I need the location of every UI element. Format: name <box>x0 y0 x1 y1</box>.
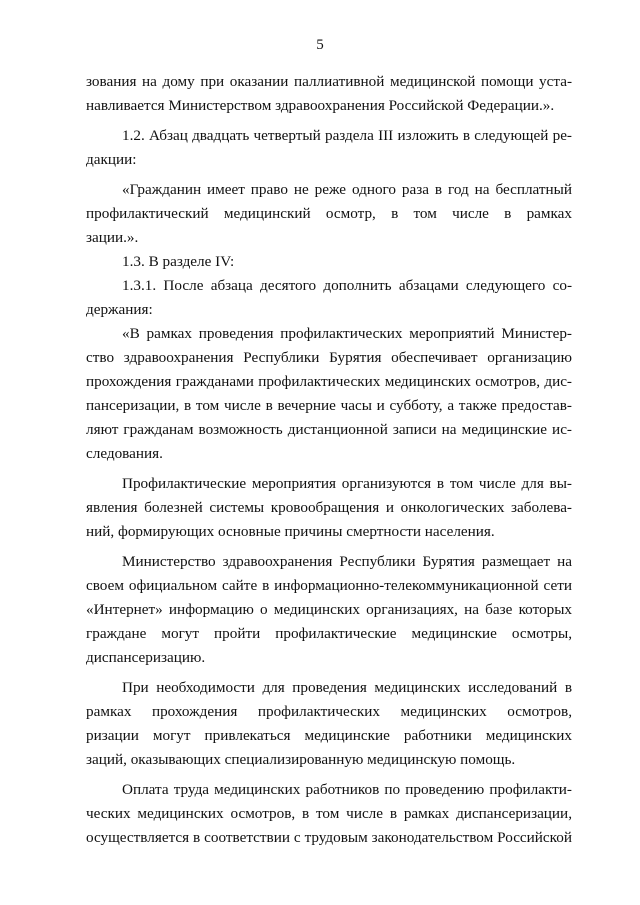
text-line: явления болезней системы кровообращения и онкологических заболева- <box>86 499 572 516</box>
text-line: Профилактические мероприятия организуются в том числе для вы- <box>122 475 572 492</box>
text-line: ризации могут привлекаться медицинские работники медицинских <box>86 727 572 744</box>
text-line: «Гражданин имеет право не реже одного раза в год на бесплатный <box>122 181 572 198</box>
text-line: своем официальном сайте в информационно-телекоммуникационной сети <box>86 577 572 594</box>
paragraph-quote-citizen-right <box>86 178 572 250</box>
text-line: зации.». <box>86 229 139 246</box>
text-line: зования на дому при оказании паллиативной медицинской помощи уста- <box>86 73 572 90</box>
paragraph-continuation <box>86 70 572 118</box>
paragraph-disease-detection <box>86 472 572 544</box>
paragraph-item-1-3-1 <box>86 274 572 322</box>
text-line: При необходимости для проведения медицинских исследований в <box>122 679 572 696</box>
paragraph-item-1-2 <box>86 124 572 172</box>
text-line: пансеризации, в том числе в вечерние часы и субботу, а также предостав- <box>86 397 572 414</box>
paragraph-medical-workers-involvement <box>86 676 572 772</box>
paragraph-ministry-website <box>86 550 572 670</box>
text-line: ство здравоохранения Республики Бурятия обеспечивает организацию <box>86 349 572 366</box>
text-line: заций, оказывающих специализированную медицинскую помощь. <box>86 751 516 768</box>
text-line: Оплата труда медицинских работников по проведению профилакти- <box>122 781 572 798</box>
text-line: ческих медицинских осмотров, в том числе в рамках диспансеризации, <box>86 805 572 822</box>
text-line: навливается Министерством здравоохранения Российской Федерации.». <box>86 97 555 114</box>
text-line: ний, формирующих основные причины смертности населения. <box>86 523 495 540</box>
text-line: 1.2. Абзац двадцать четвертый раздела III изложить в следующей ре- <box>122 127 572 144</box>
page-number: 5 <box>316 37 324 53</box>
text-line: «В рамках проведения профилактических мероприятий Министер- <box>122 325 572 342</box>
text-line: осуществляется в соответствии с трудовым законодательством Российской <box>86 829 572 846</box>
paragraph-item-1-3 <box>86 250 572 274</box>
paragraph-payment <box>86 778 572 850</box>
text-line: 1.3.1. После абзаца десятого дополнить абзацами следующего со- <box>122 277 572 294</box>
text-line: профилактический медицинский осмотр, в том числе в рамках <box>86 205 572 222</box>
text-line: ляют гражданам возможность дистанционной записи на медицинские ис- <box>86 421 572 438</box>
text-line: Министерство здравоохранения Республики Бурятия размещает на <box>122 553 572 570</box>
text-line: держания: <box>86 301 153 318</box>
text-line: диспансеризацию. <box>86 649 206 666</box>
text-line: прохождения гражданами профилактических медицинских осмотров, дис- <box>86 373 572 390</box>
paragraph-quote-prevention-measures <box>86 322 572 466</box>
text-line: дакции: <box>86 151 137 168</box>
text-line: следования. <box>86 445 163 462</box>
document-body <box>86 70 572 850</box>
text-line: 1.3. В разделе IV: <box>122 253 235 270</box>
text-line: граждане могут пройти профилактические медицинские осмотры, <box>86 625 572 642</box>
text-line: рамках прохождения профилактических медицинских осмотров, <box>86 703 572 720</box>
text-line: «Интернет» информацию о медицинских организациях, на базе которых <box>86 601 572 618</box>
